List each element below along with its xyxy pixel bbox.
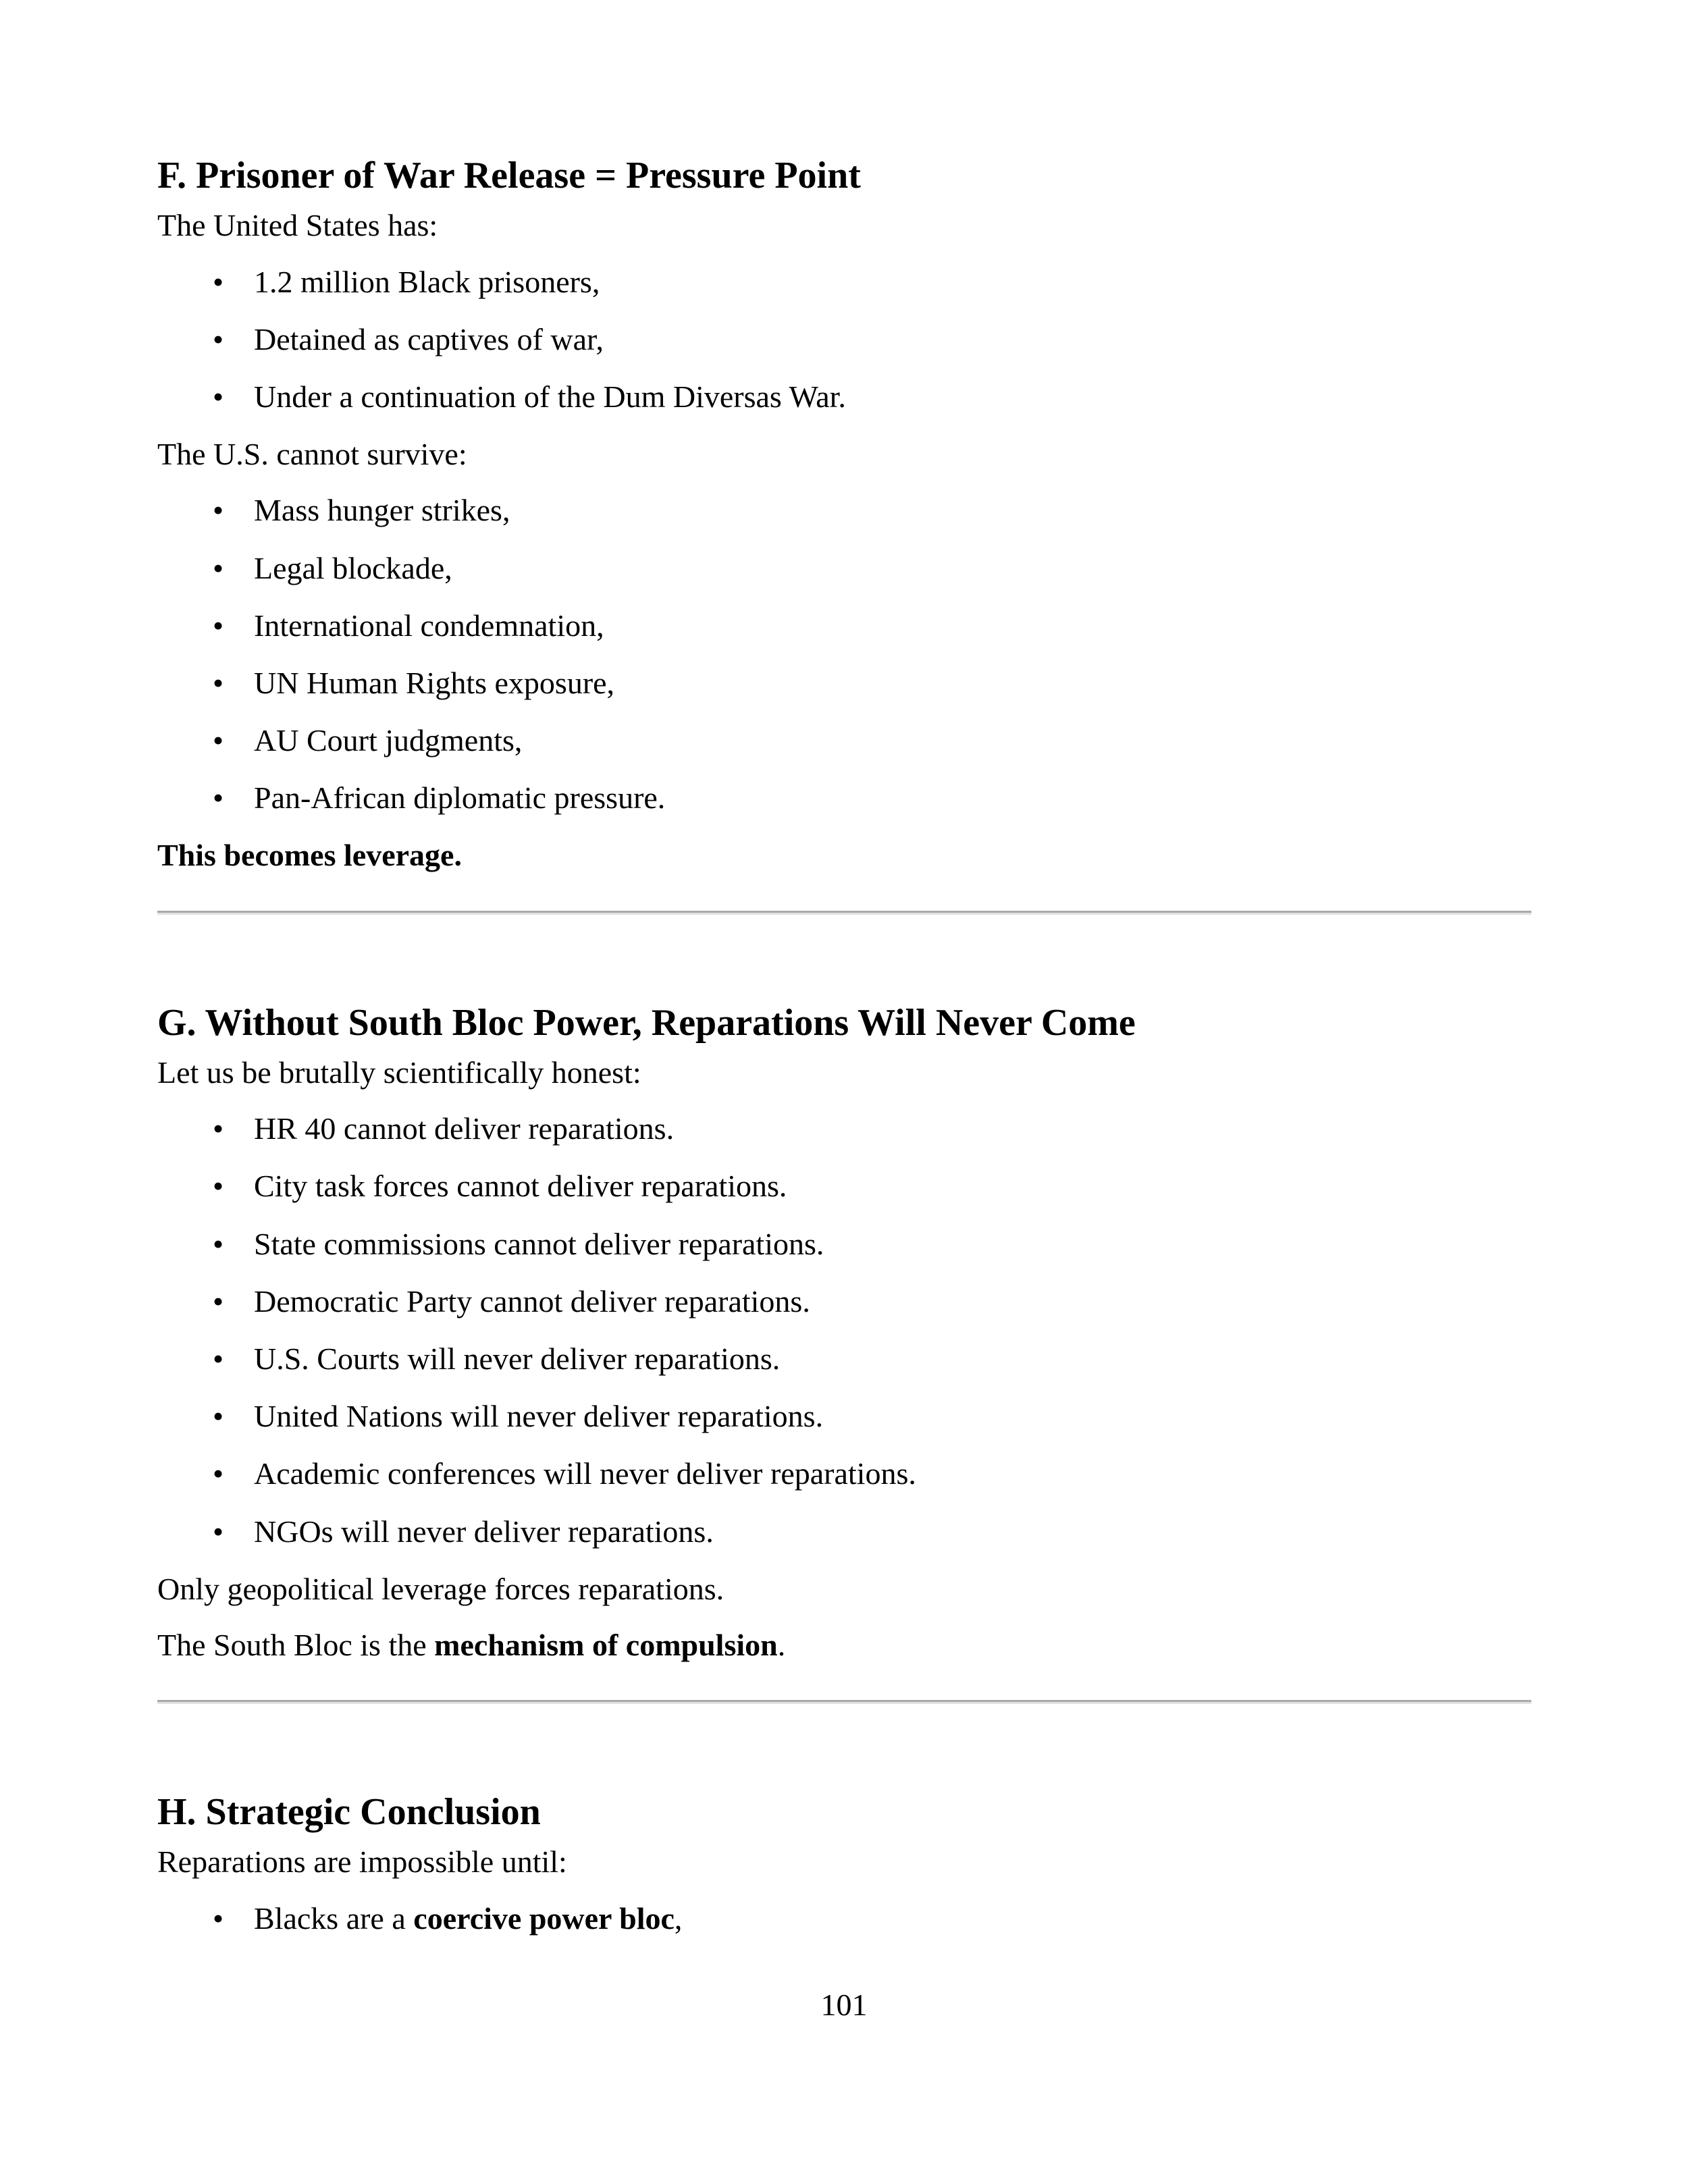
list-item: • Detained as captives of war,: [157, 321, 1531, 358]
section-f-list-1: [157, 263, 1531, 416]
list-item: • HR 40 cannot deliver reparations.: [157, 1110, 1531, 1147]
bullet-icon: •: [213, 493, 224, 528]
section-h: [157, 1790, 1531, 1937]
section-g-closing-2: The South Bloc is the mechanism of compulsion.: [157, 1627, 786, 1662]
list-item: • Academic conferences will never deliver reparations.: [157, 1455, 1531, 1492]
bullet-icon: •: [213, 1111, 224, 1146]
bullet-icon: •: [213, 1283, 224, 1319]
bullet-icon: •: [213, 1226, 224, 1261]
section-divider: [157, 1700, 1531, 1704]
list-item: • Blacks are a coercive power bloc,: [157, 1900, 1531, 1937]
section-f-intro-2: The U.S. cannot survive:: [157, 437, 467, 472]
section-g-closing-1: Only geopolitical leverage forces reparations.: [157, 1571, 724, 1606]
emphasis: mechanism of compulsion: [434, 1627, 778, 1662]
section-f-list-2: [157, 491, 1531, 816]
section-g: [157, 1001, 1531, 1663]
bullet-icon: •: [213, 1341, 224, 1376]
section-g-intro: Let us be brutally scientifically honest:: [157, 1055, 641, 1090]
section-f-heading: F. Prisoner of War Release = Pressure Point: [157, 155, 861, 196]
bullet-icon: •: [213, 321, 224, 356]
list-item: • 1.2 million Black prisoners,: [157, 263, 1531, 300]
section-f-intro: The United States has:: [157, 208, 438, 243]
bullet-icon: •: [213, 550, 224, 585]
list-item: • Under a continuation of the Dum Diversas War.: [157, 378, 1531, 415]
bullet-icon: •: [213, 1169, 224, 1204]
bullet-icon: •: [213, 264, 224, 299]
bullet-icon: •: [213, 780, 224, 816]
bullet-icon: •: [213, 1399, 224, 1434]
list-item: • AU Court judgments,: [157, 722, 1531, 759]
bullet-icon: •: [213, 379, 224, 414]
bullet-icon: •: [213, 1456, 224, 1491]
list-item: • Mass hunger strikes,: [157, 491, 1531, 529]
section-divider: [157, 911, 1531, 915]
section-h-list: [157, 1900, 1531, 1937]
list-item: • UN Human Rights exposure,: [157, 664, 1531, 701]
bullet-icon: •: [213, 1900, 224, 1936]
list-item: • Pan-African diplomatic pressure.: [157, 779, 1531, 816]
section-h-intro: Reparations are impossible until:: [157, 1844, 567, 1880]
bullet-icon: •: [213, 1514, 224, 1549]
section-g-list: [157, 1110, 1531, 1550]
bullet-icon: •: [213, 608, 224, 643]
bullet-icon: •: [213, 723, 224, 758]
list-item: • U.S. Courts will never deliver reparations.: [157, 1340, 1531, 1377]
list-item: • City task forces cannot deliver reparations.: [157, 1167, 1531, 1204]
list-item: • United Nations will never deliver reparations.: [157, 1397, 1531, 1435]
page-number: 101: [820, 1988, 868, 2022]
document-page: [157, 154, 1531, 1957]
list-item: • Democratic Party cannot deliver reparations.: [157, 1283, 1531, 1320]
list-item: • Legal blockade,: [157, 550, 1531, 587]
emphasis: coercive power bloc: [413, 1900, 675, 1936]
section-f-conclusion: This becomes leverage.: [157, 838, 462, 873]
section-f: [157, 154, 1531, 874]
list-item: • State commissions cannot deliver reparations.: [157, 1225, 1531, 1262]
section-h-heading: H. Strategic Conclusion: [157, 1791, 541, 1834]
list-item: • NGOs will never deliver reparations.: [157, 1513, 1531, 1550]
bullet-icon: •: [213, 665, 224, 700]
section-g-heading: G. Without South Bloc Power, Reparations Will Never Come: [157, 1001, 1136, 1044]
list-item: • International condemnation,: [157, 607, 1531, 644]
